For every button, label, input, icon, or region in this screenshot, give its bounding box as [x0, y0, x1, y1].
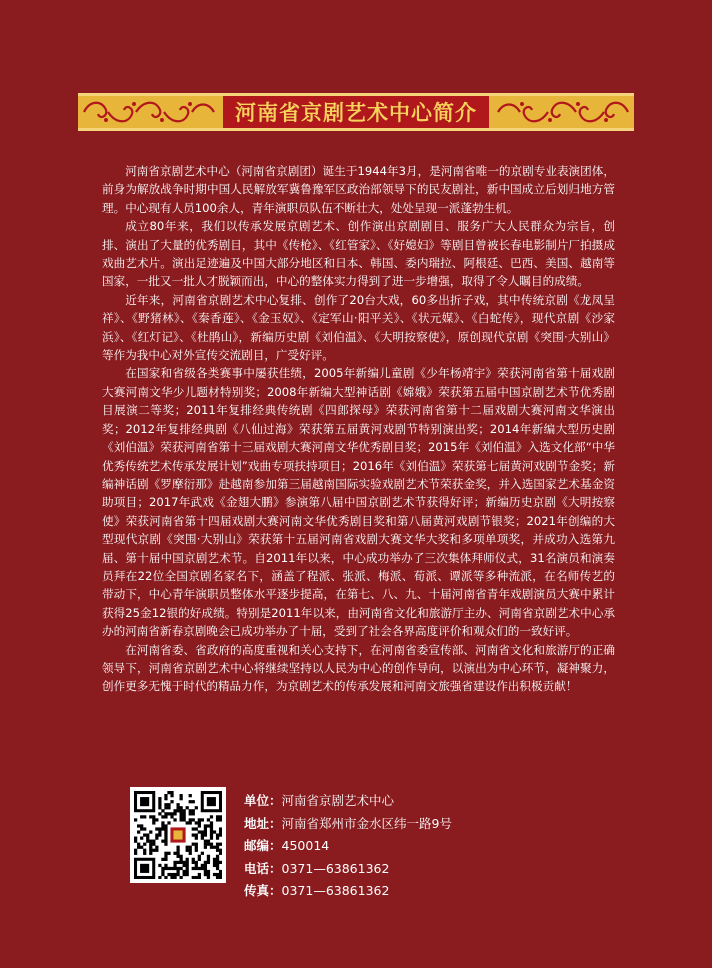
- ornament-right-icon: [494, 96, 634, 128]
- contact-address: [244, 813, 452, 836]
- title-banner: [78, 93, 634, 131]
- contact-fax: [244, 880, 452, 903]
- contact-postcode: [244, 835, 452, 858]
- contact-phone: [244, 858, 452, 881]
- unit-label: 单位：: [244, 793, 282, 808]
- fax-label: 传真：: [244, 883, 282, 898]
- page-title: 河南省京剧艺术中心简介: [235, 100, 477, 125]
- paragraph-repertoire: 近年来，河南省京剧艺术中心复排、创作了20台大戏，60多出折子戏，其中传统京剧《龙凤呈祥》、《野猪林》、《秦香莲》、《金玉奴》、《定军山·阳平关》、《状元媒》、《白蛇传》，现代京剧《沙家浜》、《红灯记》、《杜鹃山》，新编历史剧《刘伯温》、《大明按察使》，原创现代京剧《突围·大别山》等作为我中心对外宣传交流剧目，广受好评。: [102, 292, 615, 363]
- paragraph-outlook: 在河南省委、省政府的高度重视和关心支持下，在河南省委宣传部、河南省文化和旅游厅的正确领导下，河南省京剧艺术中心将继续坚持以人民为中心的创作导向，以演出为中心环节，凝神聚力，创作更多无愧于时代的精品力作，为京剧艺术的传承发展和河南文旅强省建设作出积极贡献！: [102, 642, 615, 694]
- intro-text: [102, 162, 615, 696]
- ornament-left-icon: [78, 96, 218, 128]
- qr-pattern: [134, 791, 222, 879]
- fax-value: 0371—63861362: [281, 883, 390, 898]
- qr-code-icon[interactable]: [130, 787, 226, 883]
- paragraph-achievements: 成立80年来，我们以传承发展京剧艺术、创作演出京剧剧目、服务广大人民群众为宗旨，创排、演出了大量的优秀剧目，其中《传枪》、《红管家》、《好媳妇》等剧目曾被长春电影制片厂拍摄成戏曲艺术片。演出足迹遍及中国大部分地区和日本、韩国、委内瑞拉、阿根廷、巴西、美国、越南等国家，一批又一批人才脱颖而出，中心的整体实力得到了进一步增强，取得了令人瞩目的成绩。: [102, 219, 615, 289]
- title-box: [223, 96, 489, 128]
- paragraph-awards: 在国家和省级各类赛事中屡获佳绩，2005年新编儿童剧《少年杨靖宇》荣获河南省第十届戏剧大赛河南文华少儿题材特别奖；2008年新编大型神话剧《嫦娥》荣获第五届中国京剧艺术节优秀剧目展演二等奖；2011年复排经典传统剧《四郎探母》荣获河南省第十二届戏剧大赛河南文华演出奖；2012年复排经典剧《八仙过海》荣获第五届黄河戏剧节特别演出奖；2014年新编大型历史剧《刘伯温》荣获河南省第十三届戏剧大赛河南文华优秀剧目奖；2015年《刘伯温》入选文化部“中华优秀传统艺术传承发展计划”戏曲专项扶持项目；2016年《刘伯温》荣获第七届黄河戏剧节金奖；新编神话剧《罗摩衍那》赴越南参加第三届越南国际实验戏剧艺术节荣获金奖，并入选国家艺术基金资助项目；2017年武戏《金翅大鹏》参演第八届中国京剧艺术节获得好评；新编历史京剧《大明按察使》荣获河南省第十四届戏剧大赛河南文华优秀剧目奖和第八届黄河戏剧节银奖；2021年创编的大型现代京剧《突围·大别山》荣获第十五届河南省戏剧大赛文华大奖和多项单项奖，并成功入选第九届、第十届中国京剧艺术节。自2011年以来，中心成功举办了三次集体拜师仪式，31名演员和演奏员拜在22位全国京剧名家名下，涵盖了程派、张派、梅派、荀派、谭派等多种流派，在名师传艺的带动下，中心青年演职员整体水平逐步提高，在第七、八、九、十届河南省青年戏剧演员大赛中累计获得25金12银的好成绩。特别是2011年以来，由河南省文化和旅游厅主办、河南省京剧艺术中心承办的河南省新春京剧晚会已成功举办了十届，受到了社会各界高度评价和观众们的一致好评。: [102, 366, 615, 639]
- unit-value: 河南省京剧艺术中心: [281, 793, 395, 808]
- contact-unit: [244, 790, 452, 813]
- postcode-label: 邮编：: [244, 838, 282, 853]
- address-label: 地址：: [244, 815, 282, 831]
- phone-label: 电话：: [244, 860, 282, 876]
- contact-info: [244, 790, 452, 903]
- paragraph-history: 河南省京剧艺术中心（河南省京剧团）诞生于1944年3月，是河南省唯一的京剧专业表演团体，前身为解放战争时期中国人民解放军冀鲁豫军区政治部领导下的民友剧社，新中国成立后划归地方管理。中心现有人员100余人，青年演职员队伍不断壮大，处处呈现一派蓬勃生机。: [102, 164, 615, 215]
- postcode-value: 450014: [281, 838, 330, 853]
- phone-value: 0371—63861362: [281, 860, 390, 876]
- address-value: 河南省郑州市金水区纬一路9号: [281, 815, 452, 831]
